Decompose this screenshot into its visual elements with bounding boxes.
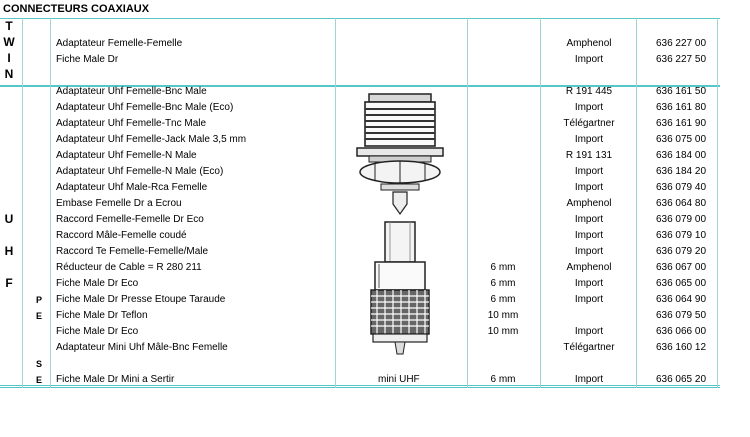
reference: 636 184 00 — [655, 150, 707, 161]
table-row — [0, 37, 720, 53]
subsection-letter: S — [35, 359, 42, 369]
subsection-letter: P — [35, 295, 42, 305]
cable-size: 6 mm — [490, 278, 516, 289]
brand: R 191 445 — [565, 86, 613, 97]
brand: Amphenol — [566, 262, 612, 273]
product-name: Adaptateur Uhf Femelle-Bnc Male (Eco) — [56, 102, 234, 113]
reference: 636 160 12 — [655, 342, 707, 353]
reference: 636 079 50 — [655, 310, 707, 321]
product-name: Adaptateur Uhf Femelle-Bnc Male — [56, 86, 207, 97]
reference: 636 079 40 — [655, 182, 707, 193]
cable-size: 6 mm — [490, 294, 516, 305]
brand: Import — [574, 54, 604, 65]
table-row — [0, 373, 720, 389]
reference: 636 079 00 — [655, 214, 707, 225]
cable-size: 10 mm — [487, 326, 519, 337]
brand: Import — [574, 374, 604, 385]
brand: Amphenol — [566, 38, 612, 49]
product-name: Fiche Male Dr Teflon — [56, 310, 148, 321]
subsection-letter: E — [35, 375, 42, 385]
brand: Import — [574, 166, 604, 177]
product-name: Raccord Te Femelle-Femelle/Male — [56, 246, 209, 257]
brand: Import — [574, 214, 604, 225]
section-letter: U — [4, 212, 14, 226]
brand: R 191 131 — [565, 150, 613, 161]
product-name: Embase Femelle Dr a Ecrou — [56, 198, 182, 209]
reference: 636 075 00 — [655, 134, 707, 145]
reference: 636 079 20 — [655, 246, 707, 257]
product-name: Fiche Male Dr Eco — [56, 278, 139, 289]
product-name: Adaptateur Uhf Femelle-N Male — [56, 150, 197, 161]
reference: 636 065 00 — [655, 278, 707, 289]
product-name: Fiche Male Dr Mini a Sertir — [56, 374, 175, 385]
reference: 636 067 00 — [655, 262, 707, 273]
brand: Import — [574, 278, 604, 289]
reference: 636 064 90 — [655, 294, 707, 305]
brand: Import — [574, 182, 604, 193]
brand: Import — [574, 230, 604, 241]
reference: 636 065 20 — [655, 374, 707, 385]
product-name: Adaptateur Uhf Femelle-Tnc Male — [56, 118, 207, 129]
section-letter: T — [5, 19, 13, 33]
product-name: Fiche Male Dr — [56, 54, 119, 65]
reference: 636 227 50 — [655, 54, 707, 65]
product-name: Adaptateur Femelle-Femelle — [56, 38, 183, 49]
cable-size: 10 mm — [487, 310, 519, 321]
brand: Import — [574, 134, 604, 145]
product-name: Adaptateur Mini Uhf Mâle-Bnc Femelle — [56, 342, 228, 353]
brand: Import — [574, 294, 604, 305]
product-name: Fiche Male Dr Eco — [56, 326, 139, 337]
connector-image — [355, 92, 445, 357]
subsection-letter: E — [35, 311, 42, 321]
section-letter: H — [4, 244, 14, 258]
product-name: Raccord Mâle-Femelle coudé — [56, 230, 187, 241]
section-letter: N — [4, 67, 14, 81]
uhf-connector-icon — [355, 92, 445, 357]
section-letter: I — [7, 51, 11, 65]
reference: 636 161 50 — [655, 86, 707, 97]
section-letter: W — [3, 35, 15, 49]
product-name: Réducteur de Cable = R 280 211 — [56, 262, 202, 273]
brand: Import — [574, 102, 604, 113]
product-name: Fiche Male Dr Presse Etoupe Taraude — [56, 294, 226, 305]
reference: 636 161 80 — [655, 102, 707, 113]
reference: 636 064 80 — [655, 198, 707, 209]
brand: Amphenol — [566, 198, 612, 209]
reference: 636 227 00 — [655, 38, 707, 49]
product-name: Adaptateur Uhf Femelle-N Male (Eco) — [56, 166, 224, 177]
reference: 636 079 10 — [655, 230, 707, 241]
brand: Télégartner — [563, 342, 615, 353]
reference: 636 161 90 — [655, 118, 707, 129]
brand: Télégartner — [563, 118, 615, 129]
product-name: Adaptateur Uhf Femelle-Jack Male 3,5 mm — [56, 134, 247, 145]
page-title: CONNECTEURS COAXIAUX — [3, 3, 150, 15]
brand: Import — [574, 246, 604, 257]
product-name: Adaptateur Uhf Male-Rca Femelle — [56, 182, 208, 193]
product-name: Raccord Femelle-Femelle Dr Eco — [56, 214, 204, 225]
cable-size: 6 mm — [490, 262, 516, 273]
item-note: mini UHF — [378, 374, 420, 385]
brand: Import — [574, 326, 604, 337]
cable-size: 6 mm — [490, 374, 516, 385]
table-row — [0, 53, 720, 69]
reference: 636 184 20 — [655, 166, 707, 177]
reference: 636 066 00 — [655, 326, 707, 337]
top-rule — [0, 18, 720, 19]
section-letter: F — [5, 276, 13, 290]
